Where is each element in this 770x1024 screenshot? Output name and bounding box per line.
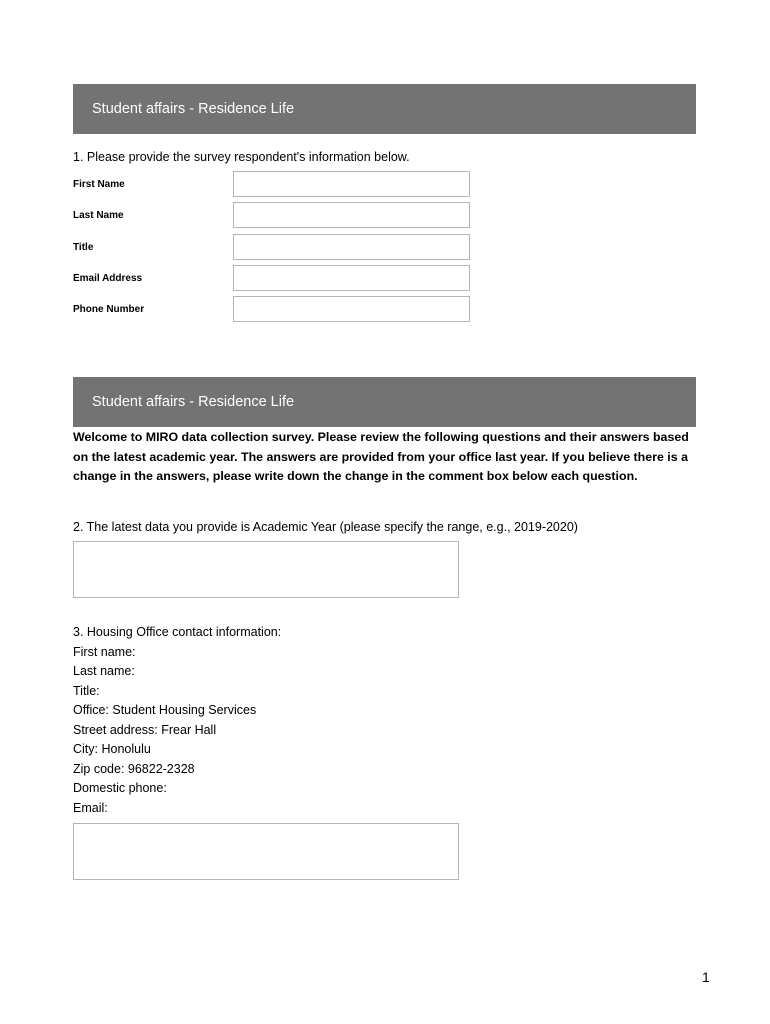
- question-2-text: 2. The latest data you provide is Academic Year (please specify the range, e.g., 2019-2020): [73, 520, 578, 534]
- contact-domestic-phone: Domestic phone:: [73, 781, 167, 795]
- question-3-contact-info: [73, 623, 281, 818]
- title-row: [73, 234, 473, 261]
- first-name-row: [73, 171, 473, 198]
- contact-zip-code: Zip code: 96822-2328: [73, 761, 195, 776]
- contact-city: City: Honolulu: [73, 742, 151, 756]
- contact-last-name: Last name:: [73, 664, 135, 678]
- email-address-label: Email Address: [73, 273, 143, 284]
- question-2-comment-box[interactable]: [73, 541, 459, 598]
- phone-number-label: Phone Number: [73, 304, 145, 315]
- title-field[interactable]: [233, 234, 470, 260]
- question-3-comment-box[interactable]: [73, 823, 459, 880]
- email-address-field[interactable]: [233, 265, 470, 291]
- last-name-field[interactable]: [233, 202, 470, 228]
- email-address-row: [73, 265, 473, 292]
- page-number: 1: [702, 969, 710, 985]
- first-name-field[interactable]: [233, 171, 470, 197]
- contact-street-address: Street address: Frear Hall: [73, 722, 217, 737]
- last-name-row: [73, 202, 473, 229]
- last-name-label: Last Name: [73, 210, 124, 221]
- title-label: Title: [73, 242, 94, 253]
- phone-number-row: [73, 296, 473, 323]
- section-header-2: Student affairs - Residence Life: [73, 377, 696, 427]
- survey-intro-text: Welcome to MIRO data collection survey. Please review the following questions and their answers based on the latest academic year. The answers are provided from your office last year. If you believe there is a change in the answers, please write down the change in the comment box below each question.: [73, 430, 689, 483]
- section-header-1: Student affairs - Residence Life: [73, 84, 696, 134]
- contact-first-name: First name:: [73, 644, 136, 659]
- first-name-label: First Name: [73, 179, 125, 190]
- question-3-heading: 3. Housing Office contact information:: [73, 625, 282, 639]
- contact-email: Email:: [73, 800, 108, 815]
- contact-title: Title:: [73, 683, 100, 698]
- contact-office: Office: Student Housing Services: [73, 703, 257, 717]
- question-1-text: 1. Please provide the survey respondent's information below.: [73, 150, 410, 164]
- phone-number-field[interactable]: [233, 296, 470, 322]
